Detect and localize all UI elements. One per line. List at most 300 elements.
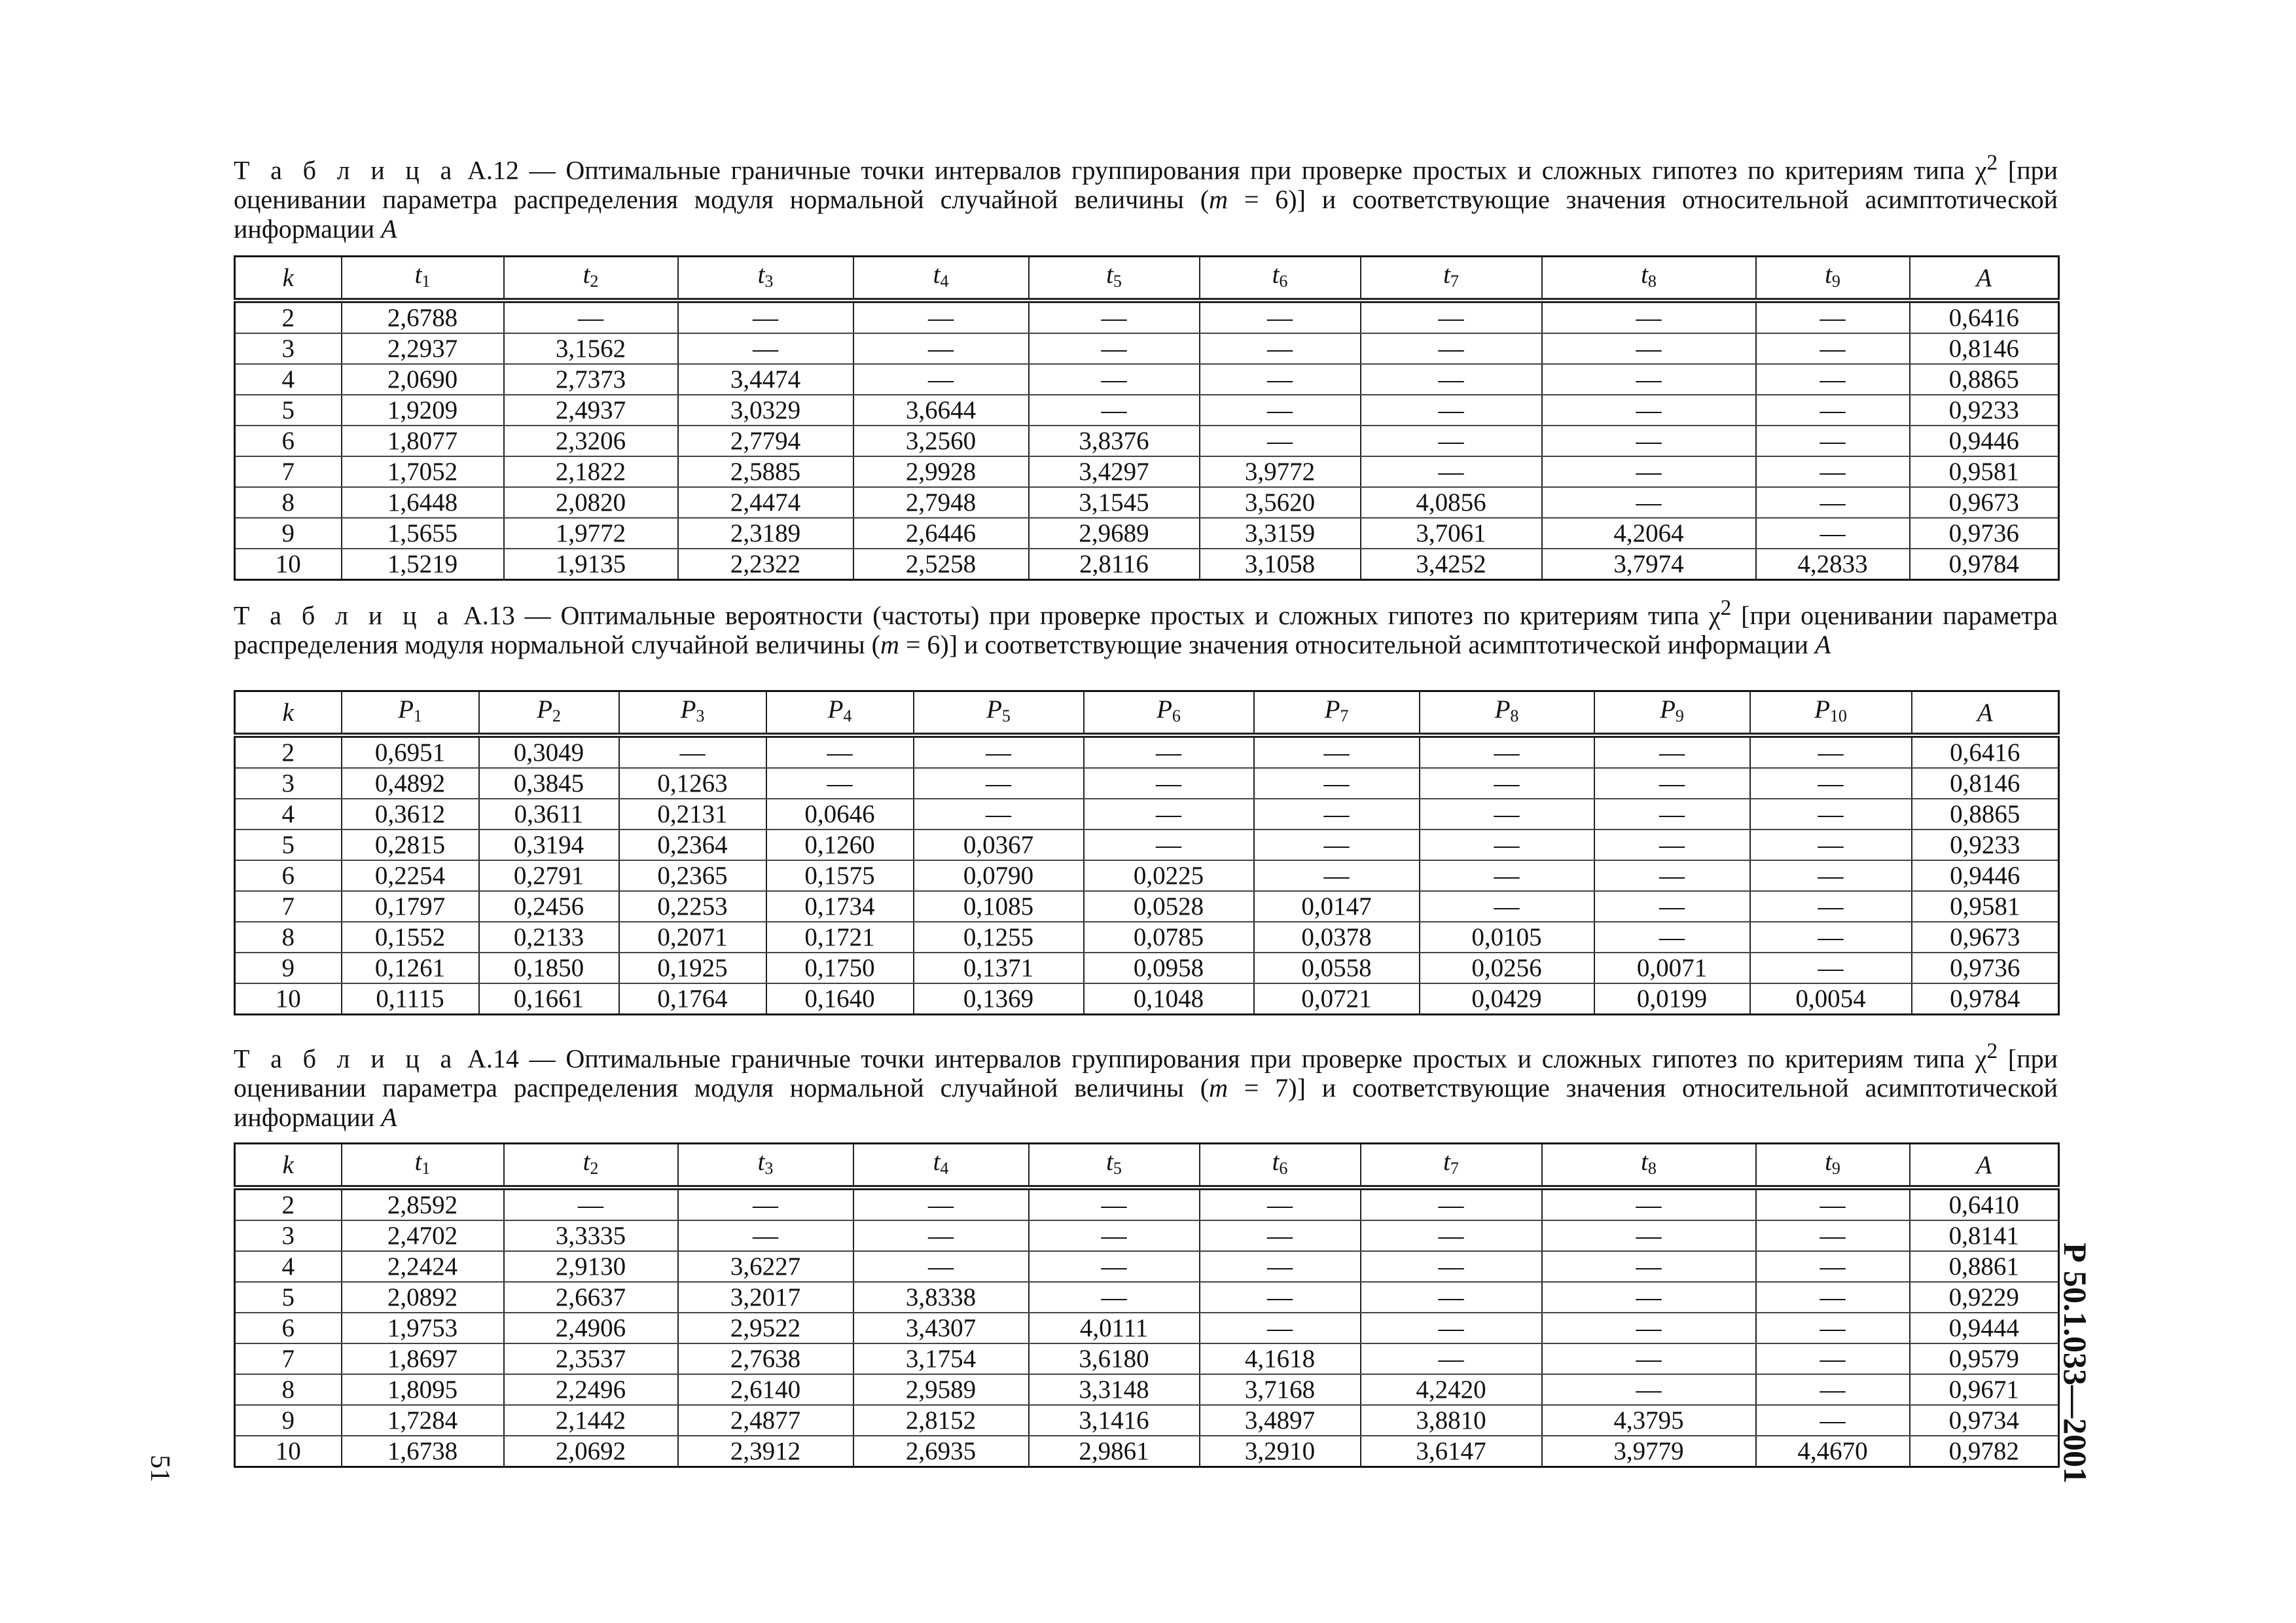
table-cell: 2,4937 bbox=[504, 395, 678, 426]
column-header-index: 4 bbox=[940, 271, 949, 291]
table-number: А.14 bbox=[467, 1044, 519, 1074]
table-cell: 2,9522 bbox=[678, 1313, 853, 1343]
column-header bbox=[619, 691, 766, 736]
table-cell: 0,2456 bbox=[479, 891, 619, 922]
table-cell: 3,7061 bbox=[1361, 518, 1542, 549]
column-header-index: 3 bbox=[764, 271, 774, 291]
table-cell: 1,7052 bbox=[342, 456, 504, 487]
column-header-symbol: t bbox=[1272, 1147, 1280, 1176]
table-cell: 4,1618 bbox=[1200, 1343, 1361, 1374]
table-cell: 0,9734 bbox=[1910, 1405, 2059, 1436]
table-cell: 8 bbox=[235, 1374, 342, 1405]
table-cell: — bbox=[678, 1220, 853, 1251]
table-cell: — bbox=[1420, 768, 1594, 799]
table-cell: — bbox=[1200, 426, 1361, 456]
table-cell: 4,0111 bbox=[1029, 1313, 1200, 1343]
table-row bbox=[235, 1188, 2059, 1220]
table-cell: — bbox=[1084, 735, 1254, 768]
column-header-symbol: P bbox=[1814, 695, 1830, 723]
table-cell: — bbox=[853, 301, 1029, 333]
column-header bbox=[1542, 257, 1756, 301]
table-cell: 0,2133 bbox=[479, 922, 619, 953]
column-header-index: 3 bbox=[696, 706, 705, 725]
caption-superscript: 2 bbox=[1720, 596, 1732, 620]
table-row bbox=[235, 1282, 2059, 1313]
column-header-index: 10 bbox=[1829, 706, 1847, 725]
header-row bbox=[235, 257, 2059, 301]
table-cell: — bbox=[1254, 830, 1420, 860]
table-cell: 0,0225 bbox=[1084, 860, 1254, 891]
table-cell: 3 bbox=[235, 768, 342, 799]
column-header bbox=[1420, 691, 1594, 736]
table-cell: — bbox=[1594, 799, 1750, 830]
column-header-symbol: t bbox=[1106, 1147, 1113, 1176]
table-cell: 3,0329 bbox=[678, 395, 853, 426]
column-header-index: 6 bbox=[1279, 271, 1288, 291]
column-header-index: 8 bbox=[1510, 706, 1519, 725]
table-row bbox=[235, 456, 2059, 487]
table-cell: 2,5885 bbox=[678, 456, 853, 487]
caption-superscript: 2 bbox=[1986, 151, 1998, 175]
table-row bbox=[235, 518, 2059, 549]
table-cell: 0,0105 bbox=[1420, 922, 1594, 953]
table-cell: — bbox=[1420, 891, 1594, 922]
table-cell: 0,9579 bbox=[1910, 1343, 2059, 1374]
table-cell: — bbox=[1029, 395, 1200, 426]
table-cell: — bbox=[1756, 1405, 1910, 1436]
caption-variable: A bbox=[381, 1103, 397, 1133]
column-header bbox=[678, 257, 853, 301]
table-cell: 0,9233 bbox=[1912, 830, 2059, 860]
table-cell: 9 bbox=[235, 953, 342, 983]
table-cell: — bbox=[1756, 426, 1910, 456]
table-cell: 2,2322 bbox=[678, 549, 853, 580]
column-header-symbol: A bbox=[1976, 263, 1992, 292]
table-cell: — bbox=[1029, 364, 1200, 395]
table-cell: 3,3148 bbox=[1029, 1374, 1200, 1405]
table-row bbox=[235, 1405, 2059, 1436]
table-cell: — bbox=[1756, 456, 1910, 487]
table-cell: — bbox=[1594, 735, 1750, 768]
table-cell: 2 bbox=[235, 735, 342, 768]
table-cell: — bbox=[504, 301, 678, 333]
column-header-symbol: t bbox=[757, 1147, 765, 1176]
column-header-index: 5 bbox=[1113, 1158, 1122, 1178]
table-cell: 7 bbox=[235, 891, 342, 922]
table-cell: — bbox=[1594, 768, 1750, 799]
table-cell: 0,9782 bbox=[1910, 1436, 2059, 1467]
table-cell: 1,8095 bbox=[342, 1374, 504, 1405]
table-cell: 0,8146 bbox=[1912, 768, 2059, 799]
table-cell: 0,2365 bbox=[619, 860, 766, 891]
table-cell: 3,8376 bbox=[1029, 426, 1200, 456]
column-header-index: 9 bbox=[1831, 271, 1840, 291]
page-number: 51 bbox=[145, 1455, 175, 1482]
column-header-index: 8 bbox=[1647, 271, 1657, 291]
column-header bbox=[1254, 691, 1420, 736]
table-row bbox=[235, 830, 2059, 860]
column-header bbox=[1910, 1144, 2059, 1188]
table-cell: 3,7168 bbox=[1200, 1374, 1361, 1405]
table-cell: — bbox=[1594, 860, 1750, 891]
caption-variable: m bbox=[880, 630, 899, 660]
table-cell: 5 bbox=[235, 395, 342, 426]
column-header-symbol: P bbox=[1660, 695, 1676, 723]
table-cell: — bbox=[1756, 395, 1910, 426]
column-header bbox=[1912, 691, 2059, 736]
table-cell: 0,8146 bbox=[1910, 333, 2059, 364]
column-header bbox=[1361, 1144, 1542, 1188]
table-cell: — bbox=[1029, 1188, 1200, 1220]
table-cell: — bbox=[853, 1220, 1029, 1251]
table-cell: 9 bbox=[235, 518, 342, 549]
table-cell: — bbox=[1750, 860, 1912, 891]
table-cell: 2 bbox=[235, 301, 342, 333]
table-cell: — bbox=[1361, 301, 1542, 333]
table-cell: 3,4297 bbox=[1029, 456, 1200, 487]
table-cell: 0,9736 bbox=[1910, 518, 2059, 549]
table-cell: — bbox=[853, 364, 1029, 395]
table-cell: — bbox=[914, 768, 1084, 799]
table-cell: 3,9772 bbox=[1200, 456, 1361, 487]
table-cell: 0,2254 bbox=[342, 860, 479, 891]
table-cell: — bbox=[1029, 301, 1200, 333]
table-cell: — bbox=[1756, 1251, 1910, 1282]
table-cell: 3,4252 bbox=[1361, 549, 1542, 580]
table-cell: 0,9233 bbox=[1910, 395, 2059, 426]
table-cell: — bbox=[1029, 1251, 1200, 1282]
table-cell: 3,2017 bbox=[678, 1282, 853, 1313]
table-cell: 3,6227 bbox=[678, 1251, 853, 1282]
table-cell: 0,9444 bbox=[1910, 1313, 2059, 1343]
table-cell: — bbox=[1254, 735, 1420, 768]
caption-text: — Оптимальные вероятности (частоты) при проверке простых и сложных гипотез по критериям типа χ bbox=[514, 600, 1721, 630]
column-header-index: 7 bbox=[1450, 271, 1459, 291]
table-cell: — bbox=[678, 1188, 853, 1220]
column-header bbox=[235, 691, 342, 736]
table-cell: — bbox=[1361, 1282, 1542, 1313]
table-cell: 0,2071 bbox=[619, 922, 766, 953]
table-cell: 6 bbox=[235, 1313, 342, 1343]
table-cell: 0,8865 bbox=[1910, 364, 2059, 395]
column-header bbox=[853, 1144, 1029, 1188]
table-cell: 3 bbox=[235, 333, 342, 364]
column-header bbox=[1029, 1144, 1200, 1188]
column-header bbox=[1750, 691, 1912, 736]
column-header-symbol: k bbox=[282, 1150, 294, 1179]
column-header bbox=[1910, 257, 2059, 301]
column-header bbox=[678, 1144, 853, 1188]
table-cell: — bbox=[1200, 333, 1361, 364]
table-cell: 0,3194 bbox=[479, 830, 619, 860]
table-cell: 0,9446 bbox=[1910, 426, 2059, 456]
table-cell: — bbox=[1200, 1313, 1361, 1343]
column-header bbox=[235, 257, 342, 301]
table-row bbox=[235, 983, 2059, 1015]
column-header-symbol: t bbox=[1272, 260, 1280, 289]
column-header-symbol: t bbox=[1825, 260, 1832, 289]
table-cell: 4 bbox=[235, 1251, 342, 1282]
table-cell: 0,1925 bbox=[619, 953, 766, 983]
table-cell: — bbox=[1750, 830, 1912, 860]
column-header-index: 5 bbox=[1113, 271, 1122, 291]
table-cell: — bbox=[1750, 735, 1912, 768]
table-cell: 2,2424 bbox=[342, 1251, 504, 1282]
table-a14 bbox=[234, 1142, 2060, 1468]
table-cell: 0,2364 bbox=[619, 830, 766, 860]
table-number: А.12 bbox=[467, 155, 519, 185]
table-cell: 0,1552 bbox=[342, 922, 479, 953]
table-row bbox=[235, 426, 2059, 456]
column-header-symbol: P bbox=[986, 695, 1002, 723]
table-cell: — bbox=[1361, 364, 1542, 395]
table-label: Т а б л и ц а bbox=[234, 155, 457, 185]
table-cell: — bbox=[1542, 395, 1756, 426]
column-header bbox=[1756, 1144, 1910, 1188]
table-cell: 0,4892 bbox=[342, 768, 479, 799]
column-header bbox=[479, 691, 619, 736]
table-a14-caption bbox=[234, 1036, 2058, 1132]
column-header-index: 5 bbox=[1001, 706, 1011, 725]
column-header bbox=[342, 257, 504, 301]
table-cell: — bbox=[1542, 364, 1756, 395]
table-row bbox=[235, 953, 2059, 983]
column-header-symbol: P bbox=[1324, 695, 1340, 723]
table-row bbox=[235, 1436, 2059, 1467]
column-header-symbol: t bbox=[933, 1147, 941, 1176]
table-cell: — bbox=[1542, 333, 1756, 364]
table-cell: — bbox=[1084, 768, 1254, 799]
table-cell: 0,1261 bbox=[342, 953, 479, 983]
table-cell: 0,3049 bbox=[479, 735, 619, 768]
caption-variable: m bbox=[1209, 1073, 1228, 1103]
table-cell: — bbox=[1361, 1220, 1542, 1251]
table-cell: — bbox=[1542, 487, 1756, 518]
table-cell: 2,3537 bbox=[504, 1343, 678, 1374]
table-cell: — bbox=[1542, 301, 1756, 333]
column-header-symbol: t bbox=[583, 260, 590, 289]
table-cell: 4 bbox=[235, 364, 342, 395]
table-cell: — bbox=[1542, 1313, 1756, 1343]
table-cell: 4,2833 bbox=[1756, 549, 1910, 580]
column-header-index: 2 bbox=[590, 271, 599, 291]
table-cell: 0,9581 bbox=[1912, 891, 2059, 922]
table-cell: — bbox=[1254, 799, 1420, 830]
table-cell: 3,1562 bbox=[504, 333, 678, 364]
table-label: Т а б л и ц а bbox=[234, 1044, 457, 1074]
table-label: Т а б л и ц а bbox=[234, 600, 454, 630]
table-cell: — bbox=[678, 333, 853, 364]
table-cell: 3,1416 bbox=[1029, 1405, 1200, 1436]
table-row bbox=[235, 1251, 2059, 1282]
table-cell: — bbox=[1029, 333, 1200, 364]
table-cell: — bbox=[1756, 1282, 1910, 1313]
table-cell: — bbox=[1361, 333, 1542, 364]
table-cell: 2,6935 bbox=[853, 1436, 1029, 1467]
table-cell: 7 bbox=[235, 456, 342, 487]
table-cell: 0,1115 bbox=[342, 983, 479, 1015]
column-header-symbol: P bbox=[1494, 695, 1511, 723]
caption-variable: m bbox=[1209, 185, 1228, 215]
table-cell: 3,9779 bbox=[1542, 1436, 1756, 1467]
column-header bbox=[1594, 691, 1750, 736]
table-row bbox=[235, 364, 2059, 395]
column-header-symbol: A bbox=[1976, 1150, 1992, 1179]
table-cell: — bbox=[1750, 922, 1912, 953]
table-cell: 0,2253 bbox=[619, 891, 766, 922]
table-cell: 2,2937 bbox=[342, 333, 504, 364]
table-cell: — bbox=[1542, 426, 1756, 456]
table-cell: 2,7794 bbox=[678, 426, 853, 456]
table-cell: 0,1575 bbox=[766, 860, 914, 891]
column-header-symbol: P bbox=[1157, 695, 1172, 723]
column-header-index: 9 bbox=[1675, 706, 1684, 725]
table-cell: 3,1754 bbox=[853, 1343, 1029, 1374]
table-cell: 2,3912 bbox=[678, 1436, 853, 1467]
document-code: Р 50.1.033—2001 bbox=[2057, 1243, 2094, 1484]
table-cell: 0,1661 bbox=[479, 983, 619, 1015]
table-row bbox=[235, 860, 2059, 891]
table-cell: — bbox=[766, 768, 914, 799]
table-cell: 10 bbox=[235, 1436, 342, 1467]
table-cell: 7 bbox=[235, 1343, 342, 1374]
table-cell: 3,2560 bbox=[853, 426, 1029, 456]
table-cell: — bbox=[1361, 426, 1542, 456]
table-cell: — bbox=[1361, 1251, 1542, 1282]
table-cell: 3,6644 bbox=[853, 395, 1029, 426]
column-header bbox=[766, 691, 914, 736]
table-cell: 0,0646 bbox=[766, 799, 914, 830]
table-row bbox=[235, 301, 2059, 333]
table-row bbox=[235, 922, 2059, 953]
column-header bbox=[1200, 257, 1361, 301]
column-header-symbol: P bbox=[680, 695, 696, 723]
table-cell: 1,8077 bbox=[342, 426, 504, 456]
table-cell: 0,0429 bbox=[1420, 983, 1594, 1015]
table-cell: — bbox=[1594, 830, 1750, 860]
table-cell: — bbox=[1756, 1188, 1910, 1220]
table-cell: 2,4702 bbox=[342, 1220, 504, 1251]
table-a12 bbox=[234, 255, 2060, 581]
table-cell: — bbox=[1542, 1343, 1756, 1374]
table-cell: 6 bbox=[235, 426, 342, 456]
table-cell: — bbox=[619, 735, 766, 768]
column-header-symbol: t bbox=[583, 1147, 590, 1176]
table-cell: 2,9589 bbox=[853, 1374, 1029, 1405]
table-cell: — bbox=[1361, 1188, 1542, 1220]
column-header-index: 4 bbox=[843, 706, 852, 725]
table-row bbox=[235, 1220, 2059, 1251]
table-cell: 5 bbox=[235, 830, 342, 860]
column-header-index: 7 bbox=[1340, 706, 1349, 725]
table-cell: — bbox=[1594, 922, 1750, 953]
caption-variable: A bbox=[381, 214, 397, 244]
table-cell: 0,9581 bbox=[1910, 456, 2059, 487]
table-cell: 3,2910 bbox=[1200, 1436, 1361, 1467]
table-cell: 3,5620 bbox=[1200, 487, 1361, 518]
table-cell: 0,9784 bbox=[1910, 549, 2059, 580]
table-cell: 2,3206 bbox=[504, 426, 678, 456]
column-header bbox=[853, 257, 1029, 301]
table-cell: 0,1750 bbox=[766, 953, 914, 983]
column-header bbox=[1361, 257, 1542, 301]
table-number: А.13 bbox=[463, 600, 515, 630]
table-row bbox=[235, 891, 2059, 922]
column-header-symbol: t bbox=[1641, 260, 1648, 289]
table-cell: 0,6951 bbox=[342, 735, 479, 768]
table-cell: — bbox=[1756, 301, 1910, 333]
table-cell: 0,2815 bbox=[342, 830, 479, 860]
table-cell: — bbox=[1750, 799, 1912, 830]
table-cell: 0,1764 bbox=[619, 983, 766, 1015]
column-header-symbol: P bbox=[827, 695, 844, 723]
table-cell: 6 bbox=[235, 860, 342, 891]
table-cell: 0,0199 bbox=[1594, 983, 1750, 1015]
table-cell: — bbox=[766, 735, 914, 768]
table-cell: — bbox=[1254, 768, 1420, 799]
header-row bbox=[235, 691, 2059, 736]
table-cell: 0,8861 bbox=[1910, 1251, 2059, 1282]
table-cell: 1,9209 bbox=[342, 395, 504, 426]
table-a13-caption bbox=[234, 593, 2058, 659]
column-header-index: 6 bbox=[1279, 1158, 1288, 1178]
table-cell: — bbox=[1750, 891, 1912, 922]
table-cell: 4,4670 bbox=[1756, 1436, 1910, 1467]
table-row bbox=[235, 549, 2059, 580]
table-cell: 3 bbox=[235, 1220, 342, 1251]
table-cell: — bbox=[1361, 395, 1542, 426]
table-cell: — bbox=[1542, 456, 1756, 487]
table-cell: — bbox=[1756, 333, 1910, 364]
table-cell: 2,9689 bbox=[1029, 518, 1200, 549]
table-cell: — bbox=[1750, 768, 1912, 799]
column-header bbox=[342, 1144, 504, 1188]
table-cell: 5 bbox=[235, 1282, 342, 1313]
table-cell: 0,3611 bbox=[479, 799, 619, 830]
table-cell: — bbox=[1200, 1251, 1361, 1282]
column-header-index: 7 bbox=[1450, 1158, 1459, 1178]
caption-text: = 6)] и соответствующие значения относительной асимптотической информации bbox=[899, 630, 1815, 660]
table-cell: 2,4877 bbox=[678, 1405, 853, 1436]
column-header bbox=[504, 257, 678, 301]
table-a12-caption bbox=[234, 148, 2058, 244]
table-row bbox=[235, 1313, 2059, 1343]
table-row bbox=[235, 333, 2059, 364]
table-cell: 3,6180 bbox=[1029, 1343, 1200, 1374]
table-cell: 2,6788 bbox=[342, 301, 504, 333]
table-cell: — bbox=[504, 1188, 678, 1220]
column-header-symbol: t bbox=[414, 1147, 422, 1176]
caption-text: [при оценивании параметра распределения модуля нормальной случайной величины ( bbox=[234, 155, 2058, 215]
table-cell: 2,5258 bbox=[853, 549, 1029, 580]
table-cell: 2,2496 bbox=[504, 1374, 678, 1405]
table-cell: — bbox=[1029, 1282, 1200, 1313]
table-cell: 0,2791 bbox=[479, 860, 619, 891]
table-cell: 0,0785 bbox=[1084, 922, 1254, 953]
table-cell: 2,0690 bbox=[342, 364, 504, 395]
table-cell: 0,1371 bbox=[914, 953, 1084, 983]
table-cell: 0,6416 bbox=[1910, 301, 2059, 333]
table-cell: 2,0820 bbox=[504, 487, 678, 518]
table-cell: 2,4474 bbox=[678, 487, 853, 518]
caption-text: — Оптимальные граничные точки интервалов группирования при проверке простых и сложных гипотез по критериям типа χ bbox=[518, 1044, 1987, 1074]
table-cell: 0,3612 bbox=[342, 799, 479, 830]
table-cell: — bbox=[914, 735, 1084, 768]
header-row bbox=[235, 1144, 2059, 1188]
table-cell: 0,0558 bbox=[1254, 953, 1420, 983]
table-cell: 10 bbox=[235, 983, 342, 1015]
table-cell: 2,6446 bbox=[853, 518, 1029, 549]
